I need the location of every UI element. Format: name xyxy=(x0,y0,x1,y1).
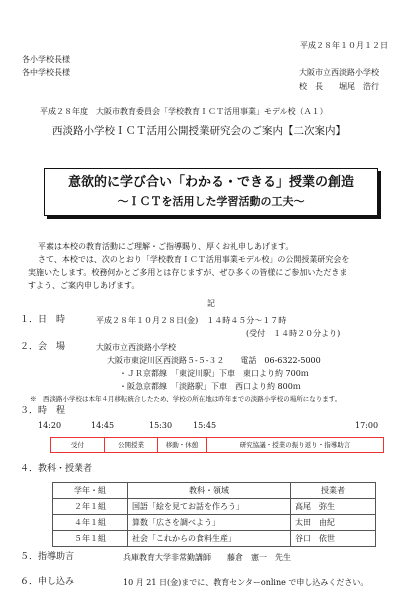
block-discussion: 研究協議・授業の振り返り・指導助言 xyxy=(239,441,351,449)
schedule-label: ３．時 程 xyxy=(20,406,66,416)
cell-subject: 社会「これからの食料生産」 xyxy=(128,531,291,547)
advisor-label: ５．指導助言 xyxy=(20,552,75,562)
cell-subject: 算数「広さを調べよう」 xyxy=(128,515,291,531)
sender-school: 大阪市立西淡路小学校 xyxy=(299,68,379,77)
cell-teacher: 太田 由紀 xyxy=(291,515,376,531)
time-1545: 15:45 xyxy=(193,421,217,430)
place-name: 大阪市立西淡路小学校 xyxy=(96,343,176,352)
access-jr: ・ＪＲ京都線 「東淀川駅」下車 東口より約 700ｍ xyxy=(119,369,309,378)
class-table xyxy=(52,482,376,547)
date-value: 平成２８年１０月２８日(金) １４時４５分～１７時 xyxy=(96,316,287,325)
cell-subject: 国語「絵を見てお話を作ろう」 xyxy=(128,499,291,515)
recipient-junior-high: 各中学校長様 xyxy=(22,68,70,77)
intro-line-2: さて、本校では、次のとおり「学校教育ＩＣＴ活用事業モデル校」の公開授業研究会を xyxy=(38,255,350,264)
document-date: 平成２８年１０月１２日 xyxy=(300,41,388,50)
doc-title: 西淡路小学校ＩＣＴ活用公開授業研究会のご案内【二次案内】 xyxy=(52,125,346,137)
doc-subtitle: 平成２８年度 大阪市教育委員会「学校教育ＩＣＴ活用事業」モデル校（Ａ１） xyxy=(40,107,328,116)
location-note: ※ 西淡路小学校は本年４月移転統合したため、学校の所在地は昨年までの淡路小学校の場所になります。 xyxy=(30,395,342,403)
apply-label: ６．申し込み xyxy=(20,577,75,587)
date-note: (受付 １４時２０分より) xyxy=(246,329,341,338)
time-1445: 14:45 xyxy=(91,421,115,430)
theme-sub: ～ＩＣＴを活用した学習活動の工夫～ xyxy=(117,195,305,208)
time-1700: 17:00 xyxy=(355,421,379,430)
table-header-row xyxy=(53,483,376,499)
time-1530: 15:30 xyxy=(149,421,173,430)
block-reception: 受付 xyxy=(51,438,105,452)
place-label: ２．会 場 xyxy=(20,342,66,352)
header-subject: 教科・領域 xyxy=(128,483,291,499)
sender-principal: 校 長 堀尾 浩行 xyxy=(299,82,379,91)
place-address: 大阪市東淀川区西淡路５-５-３２ 電話 06-6322-5000 xyxy=(107,356,321,365)
cell-grade: ５年１組 xyxy=(53,531,128,547)
time-1420: 14:20 xyxy=(38,421,62,430)
cell-grade: ４年１組 xyxy=(53,515,128,531)
block-break: 移動・休憩 xyxy=(158,438,207,452)
apply-value: 10 月 21 日(金)までに、教育センターonline で申し込みください。 xyxy=(123,578,369,587)
cell-teacher: 高尾 弥生 xyxy=(291,499,376,515)
ki-heading: 記 xyxy=(207,299,215,308)
table-row xyxy=(53,515,376,531)
block-open-class: 公開授業 xyxy=(105,438,158,452)
advisor-value: 兵庫教育大学非常勤講師 藤倉 憲一 先生 xyxy=(123,553,291,562)
table-row xyxy=(53,499,376,515)
schedule-bar xyxy=(50,437,384,453)
teachers-label: ４．教科・授業者 xyxy=(20,464,93,474)
table-row xyxy=(53,531,376,547)
cell-teacher: 谷口 依世 xyxy=(291,531,376,547)
header-grade: 学年・組 xyxy=(53,483,128,499)
intro-line-4: すよう、ご案内申しあげます。 xyxy=(28,281,140,290)
theme-banner xyxy=(44,168,378,216)
intro-line-3: 実施いたします。校務何かとご多用とは存じますが、ぜひ多くの皆様にご参加いただきま xyxy=(28,268,348,277)
header-teacher: 授業者 xyxy=(291,483,376,499)
cell-grade: ２年１組 xyxy=(53,499,128,515)
theme-main: 意欲的に学び合い「わかる・できる」授業の創造 xyxy=(67,175,354,190)
intro-line-1: 平素は本校の教育活動にご理解・ご指導賜り、厚くお礼申しあげます。 xyxy=(38,242,294,251)
schedule-times xyxy=(0,420,420,432)
date-label: １．日 時 xyxy=(20,315,66,325)
access-hankyu: ・阪急京都線 「淡路駅」下車 西口より約 800ｍ xyxy=(119,382,301,391)
recipient-elementary: 各小学校長様 xyxy=(22,55,70,64)
